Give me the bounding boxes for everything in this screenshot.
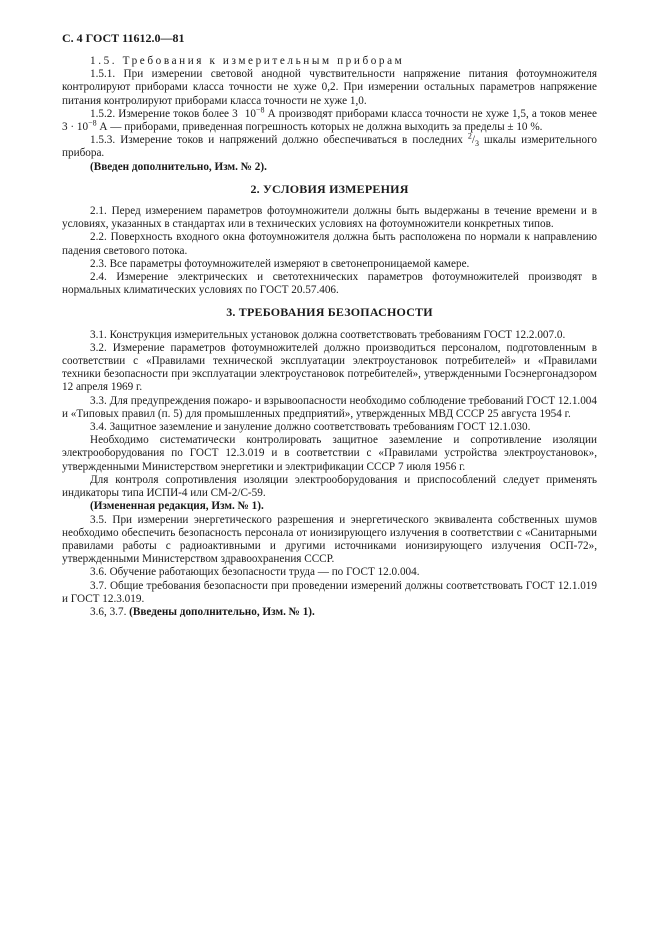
clause-3-2: 3.2. Измерение параметров фотоумножителей должно производиться персоналом, подготовленным в соответствии с «Правилами технической эксплуатации электроустановок потребителей» и «Правилами техники безопасности при эксплуатации электроустановок потребителей», утвержденными Госэнергонадзором 12 апреля 1969 г. xyxy=(62,341,597,394)
clause-3-5: 3.5. При измерении энергетического разрешения и энергетического эквивалента собственных шумов необходимо обеспечить безопасность персонала от ионизирующего излучения в соответствии с «Санитарными правилами работы с радиоактивными и другими источниками ионизирующего излучения ОСП-72», утвержденными Министерством здравоохранения СССР. xyxy=(62,513,597,566)
exponent: −8 xyxy=(88,118,97,128)
clause-2-4: 2.4. Измерение электрических и светотехнических параметров фотоумножителей производят в нормальных климатических условиях по ГОСТ 20.57.406. xyxy=(62,271,597,297)
clause-1-5-2-c: А производят приборами класса точности не хуже 1,5, а токов менее 3 · 10 xyxy=(62,107,597,134)
clause-3-4-paragraph-2: Необходимо систематически контролировать защитное заземление и сопротивление изоляции электрооборудования по ГОСТ 12.3.019 и в соответствии с «Правилами устройства электроустановок», утвержденными Министерством энергетики и электрификации СССР 7 июля 1956 г. xyxy=(62,434,597,473)
amendment-note-1: (Введен дополнительно, Изм. № 2). xyxy=(90,160,267,173)
clause-3-6: 3.6. Обучение работающих безопасности труда — по ГОСТ 12.0.004. xyxy=(90,566,420,579)
section-3-heading: 3. ТРЕБОВАНИЯ БЕЗОПАСНОСТИ xyxy=(226,305,433,320)
clause-1-5-1: 1.5.1. При измерении световой анодной чувствительности напряжение питания фотоумножителя контролируют приборами класса точности не хуже 0,2. При измерении остальных параметров напряжение питания контролируют приборами класса точности не хуже 1,0. xyxy=(62,68,597,107)
clause-1-5-3-a: 1.5.3. Измерение токов и напряжений должно обеспечиваться в последних xyxy=(90,134,468,147)
fraction-numerator: 2 xyxy=(467,131,472,141)
clause-1-5-2-a: 1.5.2. Измерение токов более 3 xyxy=(90,107,241,120)
clause-2-2: 2.2. Поверхность входного окна фотоумножителя должна быть расположена по нормали к направлению падения светового потока. xyxy=(62,231,597,257)
clause-3-1: 3.1. Конструкция измерительных установок должна соответствовать требованиям ГОСТ 12.2.007.0. xyxy=(90,328,566,341)
document-body xyxy=(62,55,597,619)
clause-3-4: 3.4. Защитное заземление и зануление должно соответствовать требованиям ГОСТ 12.1.030. xyxy=(90,421,531,434)
clause-2-1: 2.1. Перед измерением параметров фотоумножители должны быть выдержаны в течение времени и в условиях, указанных в стандартах или в технических условиях на фотоумножители конкретных типов. xyxy=(62,205,597,231)
fraction-slash: / xyxy=(471,134,475,147)
running-head: С. 4 ГОСТ 11612.0—81 xyxy=(62,31,185,45)
clause-1-5-2-b: 10 xyxy=(244,107,256,120)
clause-3-3: 3.3. Для предупреждения пожаро- и взрывоопасности необходимо соблюдение требований ГОСТ 12.1.004 и «Типовых правил (п. 5) для промышленных предприятий», утвержденных МВД СССР 25 августа 1954 г. xyxy=(62,394,597,420)
clause-1-5-title: 1.5. Требования к измерительным приборам xyxy=(90,55,405,67)
clause-3-7: 3.7. Общие требования безопасности при проведении измерений должны соответствовать ГОСТ 12.1.019 и ГОСТ 12.3.019. xyxy=(62,579,597,605)
amendment-note-2: (Измененная редакция, Изм. № 1). xyxy=(90,500,264,513)
clause-2-3: 2.3. Все параметры фотоумножителей измеряют в светонепроницаемой камере. xyxy=(90,257,470,270)
clause-1-5-2 xyxy=(62,105,597,134)
clause-1-5-3-b: шкалы измерительного прибора. xyxy=(62,134,597,160)
fraction-denominator: 3 xyxy=(474,139,479,149)
clause-3-4-paragraph-3: Для контроля сопротивления изоляции электрооборудования и приспособлений следует применять индикаторы типа ИСПИ-4 или СМ-2/С-59. xyxy=(62,473,597,500)
amendment-note-3-text: (Введены дополнительно, Изм. № 1). xyxy=(129,605,315,618)
section-2-heading: 2. УСЛОВИЯ ИЗМЕРЕНИЯ xyxy=(250,181,409,196)
exponent: −8 xyxy=(255,105,265,115)
amendment-note-3 xyxy=(62,606,597,619)
clause-1-5-2-d: А — приборами, приведенная погрешность которых не должна выходить за пределы ± 10 %. xyxy=(96,121,543,134)
clause-1-5-3 xyxy=(62,131,597,160)
amendment-note-3-prefix: 3.6, 3.7. xyxy=(90,605,130,618)
